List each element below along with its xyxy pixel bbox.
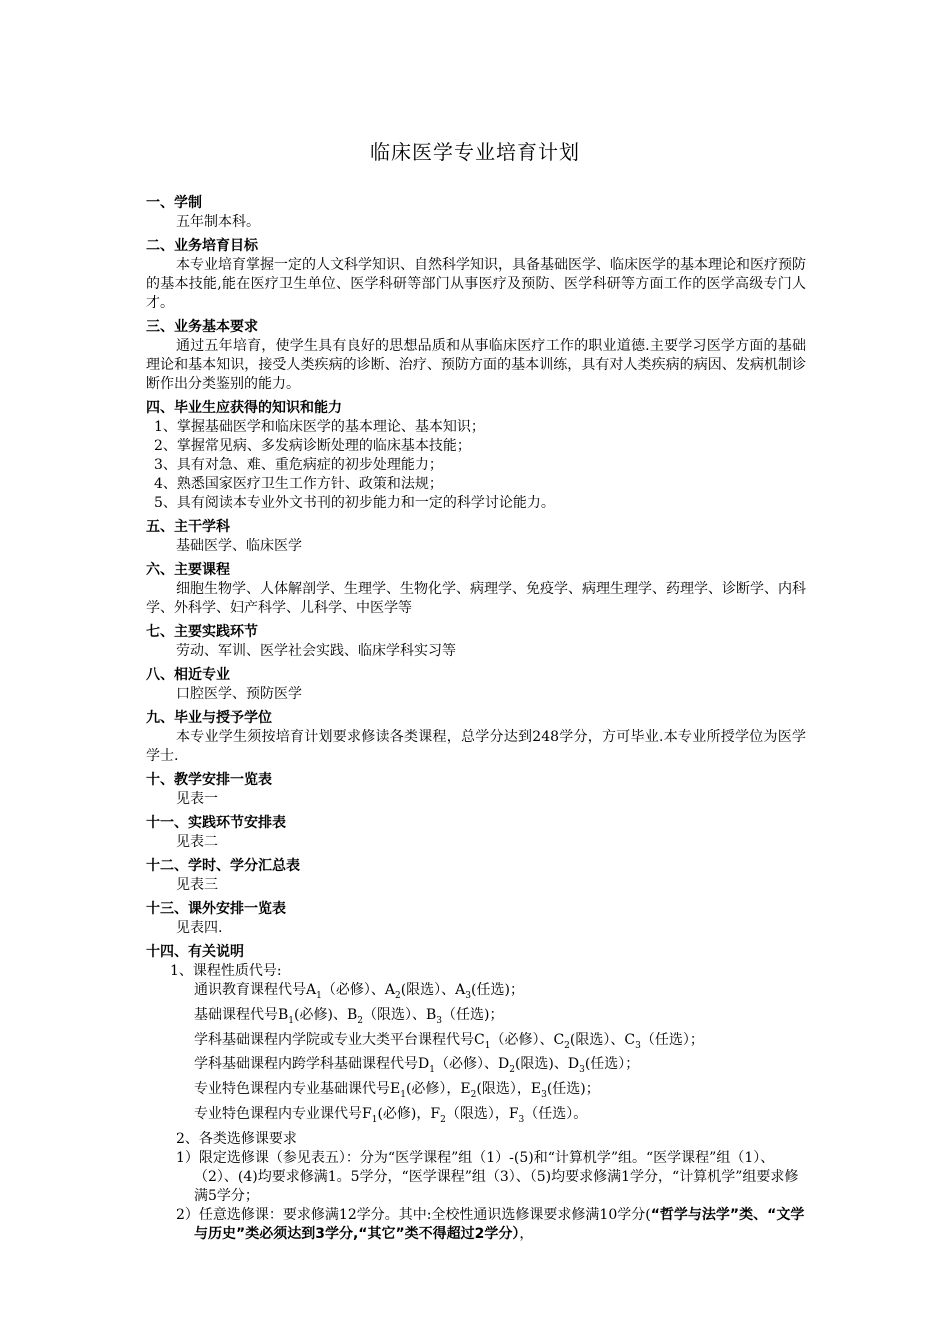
section-heading: 六、主要课程	[146, 562, 230, 578]
list-item: 5、具有阅读本专业外文书刊的初步能力和一定的科学讨论能力。	[154, 495, 555, 511]
section-9	[146, 709, 806, 766]
list-item: 1、掌握基础医学和临床医学的基本理论、基本知识；	[154, 419, 485, 435]
section-heading: 五、主干学科	[146, 519, 230, 535]
section-paragraph: 本专业学生须按培育计划要求修读各类课程，总学分达到248学分，方可毕业.本专业所授学位为医学学士.	[146, 729, 806, 764]
section-text: 劳动、军训、医学社会实践、临床学科实习等	[176, 643, 456, 659]
code-line-e: 专业特色课程内专业基础课代号$E_1$(必修），$E_2$(限选），$E_3$(任选)；	[194, 1081, 600, 1100]
section-heading: 十四、有关说明	[146, 944, 244, 960]
section-text: 见表三	[176, 877, 218, 893]
section-paragraph: 细胞生物学、人体解剖学、生理学、生物化学、病理学、免疫学、病理生理学、药理学、诊断学、内科学、外科学、妇产科学、儿科学、中医学等	[146, 581, 806, 616]
document-body	[146, 194, 806, 1249]
section-heading: 十三、课外安排一览表	[146, 901, 286, 917]
section-11	[146, 814, 806, 852]
section-text: 五年制本科。	[176, 214, 260, 230]
section-heading: 二、业务培育目标	[146, 238, 258, 254]
section-text: 见表二	[176, 834, 218, 850]
section-8	[146, 666, 806, 704]
section-text: 见表四.	[176, 920, 223, 936]
list-item: 4、熟悉国家医疗卫生工作方针、政策和法规；	[154, 476, 443, 492]
section-4	[146, 399, 806, 513]
section-1	[146, 194, 806, 232]
section-7	[146, 623, 806, 661]
section-14	[146, 943, 806, 1244]
section-12	[146, 857, 806, 895]
section-text: 口腔医学、预防医学	[176, 686, 302, 702]
page-title: 临床医学专业培育计划	[370, 140, 580, 164]
section-heading: 三、业务基本要求	[146, 319, 258, 335]
section-paragraph: 本专业培育掌握一定的人文科学知识、自然科学知识，具备基础医学、临床医学的基本理论和医疗预防的基本技能,能在医疗卫生单位、医学科研等部门从事医疗及预防、医学科研等方面工作的医学高级专门人才。	[146, 257, 806, 311]
section-5	[146, 518, 806, 556]
note-1-label: 1、课程性质代号:	[170, 963, 282, 979]
section-text: 见表一	[176, 791, 218, 807]
section-text: 基础医学、临床医学	[176, 538, 302, 554]
code-line-a: 通识教育课程代号$A_1$（必修）、$A_2$(限选）、$A_3$(任选)；	[194, 982, 524, 1001]
section-heading: 一、学制	[146, 195, 202, 211]
section-6	[146, 561, 806, 618]
list-item: 3、具有对急、难、重危病症的初步处理能力；	[154, 457, 443, 473]
section-3	[146, 318, 806, 394]
section-10	[146, 771, 806, 809]
code-line-c: 学科基础课程内学院或专业大类平台课程代号$C_1$（必修）、$C_2$(限选）、$C_3$（任选）；	[194, 1031, 704, 1051]
section-13	[146, 900, 806, 938]
section-heading: 十、教学安排一览表	[146, 772, 272, 788]
note-2-label: 2、各类选修课要求	[176, 1130, 297, 1147]
code-line-b: 基础课程代号$B_1$(必修)、$B_2$（限选）、$B_3$（任选)；	[194, 1006, 504, 1026]
section-2	[146, 237, 806, 313]
section-heading: 八、相近专业	[146, 667, 230, 683]
section-heading: 十二、学时、学分汇总表	[146, 858, 300, 874]
section-heading: 四、毕业生应获得的知识和能力	[146, 400, 342, 416]
list-item: 2、掌握常见病、多发病诊断处理的临床基本技能；	[154, 438, 471, 454]
elective-rule-1: 1）限定选修课（参见表五）：分为“医学课程”组（1）-(5)和“计算机学”组。“医学课程”组（1）、（2）、(4)均要求修满1。5学分，“医学课程”组（3）、（5)均要求修满1学分，“计算机学”组要求修满5学分；	[176, 1149, 799, 1204]
code-line-d: 学科基础课程内跨学科基础课程代号$D_1$（必修）、$D_2$(限选)、$D_3$(任选）；	[194, 1056, 640, 1076]
section-heading: 七、主要实践环节	[146, 624, 258, 640]
elective-rule-2: 2）任意选修课：要求修满12学分。其中:全校性通识选修课要求修满10学分(“哲学与法学”类、“文学与历史”类必须达到3学分,“其它”类不得超过2学分），	[176, 1206, 805, 1242]
code-line-f: 专业特色课程内专业课代号$F_1$(必修)，$F_2$（限选），$F_3$（任选）。	[194, 1105, 588, 1125]
section-paragraph: 通过五年培育，使学生具有良好的思想品质和从事临床医疗工作的职业道德.主要学习医学方面的基础理论和基本知识，接受人类疾病的诊断、治疗、预防方面的基本训练，具有对人类疾病的病因、发病机制诊断作出分类鉴别的能力。	[146, 338, 806, 392]
section-heading: 十一、实践环节安排表	[146, 815, 286, 831]
section-heading: 九、毕业与授予学位	[146, 710, 272, 726]
